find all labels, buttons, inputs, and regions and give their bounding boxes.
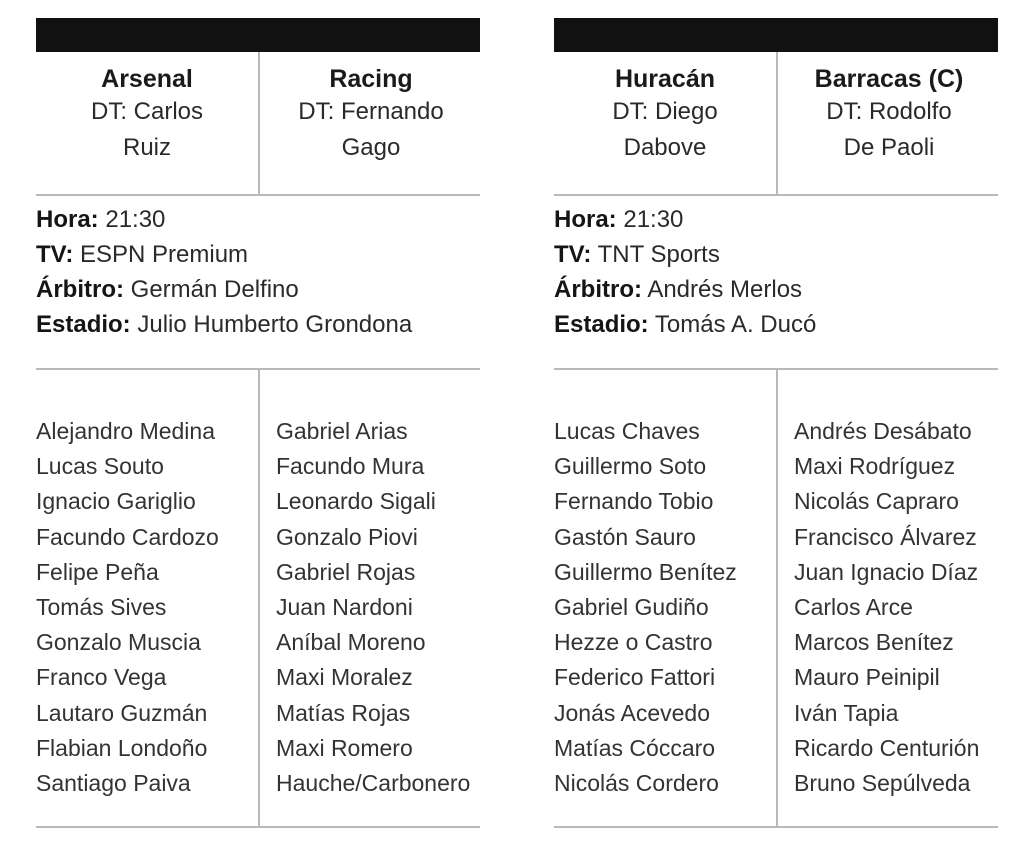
player-name: Flabian Londoño <box>36 734 208 761</box>
player-name: Maxi Moralez <box>276 664 413 691</box>
team-name: Arsenal <box>101 65 193 93</box>
home-team <box>554 52 776 166</box>
coach-name: DT: Fernando Gago <box>298 98 444 161</box>
player-name: Gabriel Rojas <box>276 558 416 585</box>
referee <box>554 272 998 307</box>
info-label: TV: <box>554 241 592 268</box>
player-name: Gonzalo Muscia <box>36 629 201 656</box>
player-name: Jonás Acevedo <box>554 699 711 726</box>
player-name: Ignacio Gariglio <box>36 488 196 515</box>
info-value: Tomás A. Ducó <box>654 311 817 338</box>
info-value: 21:30 <box>623 206 684 233</box>
player-name: Bruno Sepúlveda <box>794 770 971 797</box>
info-value: Julio Humberto Grondona <box>137 311 413 338</box>
info-value: TNT Sports <box>597 241 720 268</box>
player-name: Juan Nardoni <box>276 594 413 621</box>
match-card-arsenal-racing <box>36 18 480 828</box>
kickoff-time <box>36 202 480 237</box>
card-header-bar <box>36 18 480 52</box>
info-label: Hora: <box>554 206 617 233</box>
teams-row <box>36 52 480 196</box>
player-name: Andrés Desábato <box>794 418 972 444</box>
player-name: Carlos Arce <box>794 594 913 621</box>
info-label: Estadio: <box>36 311 131 338</box>
player-name: Lucas Chaves <box>554 418 700 444</box>
info-label: Árbitro: <box>554 276 642 303</box>
kickoff-time <box>554 202 998 237</box>
player-name: Lucas Souto <box>36 453 164 480</box>
stadium <box>554 307 998 342</box>
player-name: Alejandro Medina <box>36 418 216 444</box>
match-info <box>554 196 998 370</box>
player-name: Tomás Sives <box>36 594 167 621</box>
player-name: Matías Cóccaro <box>554 734 716 761</box>
info-label: Hora: <box>36 206 99 233</box>
player-name: Hauche/Carbonero <box>276 770 471 797</box>
home-lineup <box>554 414 737 801</box>
info-label: Árbitro: <box>36 276 124 303</box>
player-name: Maxi Romero <box>276 734 413 761</box>
away-lineup <box>276 414 470 801</box>
lineups <box>36 370 480 828</box>
coach-name: DT: Rodolfo De Paoli <box>826 98 952 161</box>
player-name: Franco Vega <box>36 664 167 691</box>
team-name: Racing <box>329 65 413 93</box>
player-name: Guillermo Soto <box>554 453 707 480</box>
home-team <box>36 52 258 166</box>
player-name: Guillermo Benítez <box>554 558 737 585</box>
tv-channel <box>554 237 998 272</box>
divider <box>258 370 260 826</box>
player-name: Aníbal Moreno <box>276 629 426 656</box>
away-team <box>260 52 482 166</box>
team-name: Barracas (C) <box>814 65 964 93</box>
info-label: Estadio: <box>554 311 649 338</box>
info-value: ESPN Premium <box>80 241 249 268</box>
player-name: Federico Fattori <box>554 664 716 691</box>
match-info <box>36 196 480 370</box>
card-header-bar <box>554 18 998 52</box>
player-name: Francisco Álvarez <box>794 523 977 550</box>
coach-name: DT: Diego Dabove <box>612 98 718 161</box>
player-name: Gabriel Arias <box>276 418 408 444</box>
away-team <box>778 52 1000 166</box>
player-name: Gastón Sauro <box>554 523 696 550</box>
player-name: Fernando Tobio <box>554 488 714 515</box>
lineups <box>554 370 998 828</box>
player-name: Iván Tapia <box>794 699 899 726</box>
player-name: Mauro Peinipil <box>794 664 940 691</box>
divider <box>776 370 778 826</box>
player-name: Nicolás Capraro <box>794 488 959 515</box>
info-label: TV: <box>36 241 74 268</box>
player-name: Facundo Cardozo <box>36 523 219 550</box>
player-name: Hezze o Castro <box>554 629 713 656</box>
info-value: Germán Delfino <box>130 276 299 303</box>
stadium <box>36 307 480 342</box>
player-name: Nicolás Cordero <box>554 770 719 797</box>
info-value: Andrés Merlos <box>647 276 803 303</box>
coach-name: DT: Carlos Ruiz <box>90 98 204 161</box>
player-name: Ricardo Centurión <box>794 734 980 761</box>
player-name: Leonardo Sigali <box>276 488 436 515</box>
player-name: Maxi Rodríguez <box>794 453 956 480</box>
info-value: 21:30 <box>105 206 166 233</box>
player-name: Felipe Peña <box>36 558 159 585</box>
player-name: Santiago Paiva <box>36 770 191 797</box>
player-name: Gonzalo Piovi <box>276 523 418 550</box>
player-name: Juan Ignacio Díaz <box>794 558 979 585</box>
away-lineup <box>794 414 979 801</box>
team-name: Huracán <box>614 65 716 93</box>
home-lineup <box>36 414 219 801</box>
teams-row <box>554 52 998 196</box>
player-name: Marcos Benítez <box>794 629 954 656</box>
match-card-huracan-barracas <box>554 18 998 828</box>
player-name: Facundo Mura <box>276 453 425 480</box>
player-name: Gabriel Gudiño <box>554 594 709 621</box>
tv-channel <box>36 237 480 272</box>
player-name: Matías Rojas <box>276 699 411 726</box>
player-name: Lautaro Guzmán <box>36 699 208 726</box>
referee <box>36 272 480 307</box>
